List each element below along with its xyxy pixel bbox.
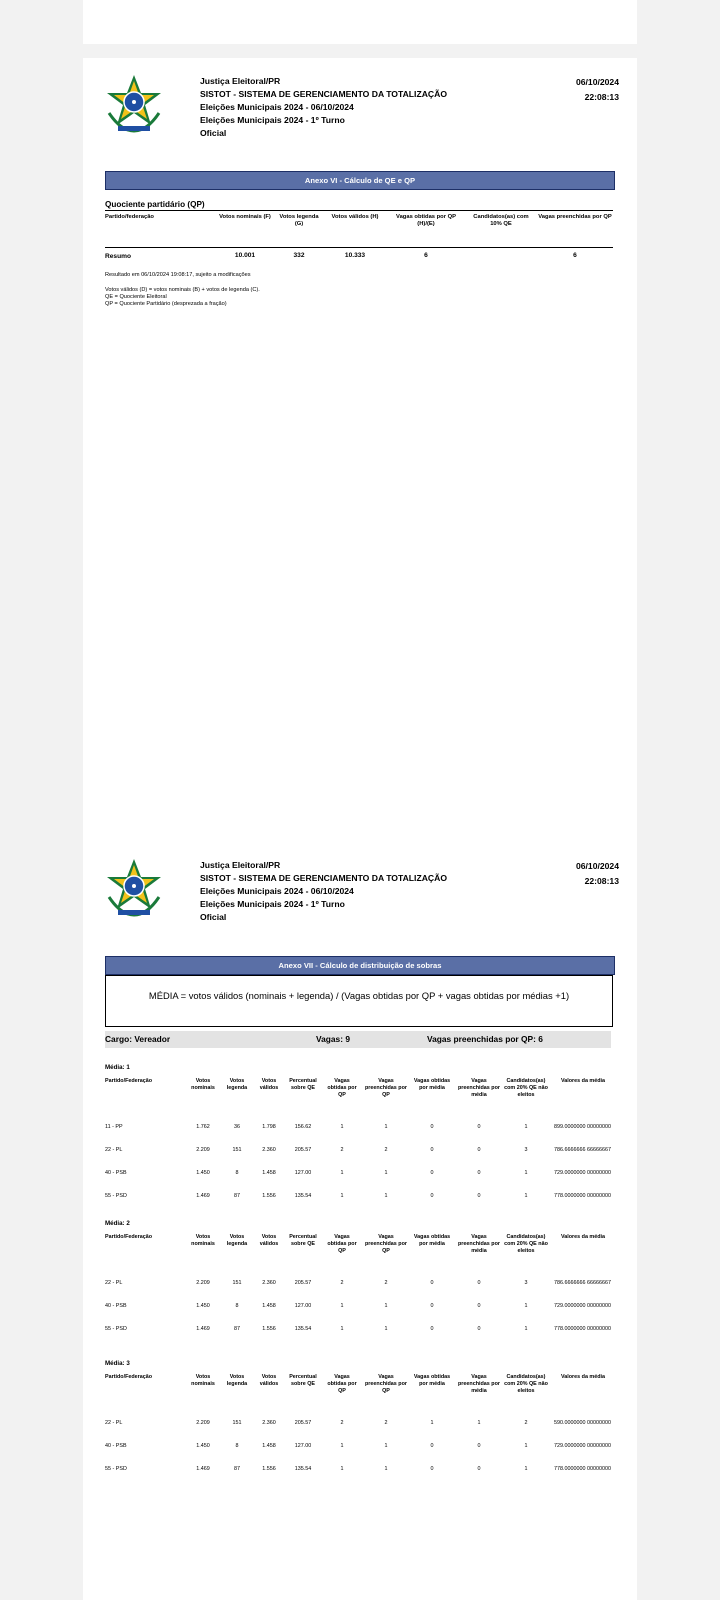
table-cell: 3 [524,1280,528,1286]
header-round: Eleições Municipais 2024 - 1º Turno [200,115,345,125]
table-cell: 0 [430,1193,434,1199]
document-page-previous [83,0,637,44]
table-cell: 1.469 [196,1326,210,1332]
header-system: SISTOT - SISTEMA DE GERENCIAMENTO DA TOTALIZAÇÃO [200,89,447,99]
table-cell: 8 [235,1443,239,1449]
table-cell: 135.54 [294,1193,312,1199]
table-cell: 1.556 [262,1466,276,1472]
table-cell: 1 [340,1443,344,1449]
table-cell: 1.450 [196,1443,210,1449]
table-cell: 899.0000000 00000000 [554,1124,611,1130]
table-cell: 11 - PP [105,1124,123,1130]
table-cell: 0 [477,1466,481,1472]
table-cell: 135.54 [294,1326,312,1332]
column-header: Votos válidos [259,1078,279,1091]
col-candidatos: Candidatos(as) com 10% QE [473,214,529,227]
table-cell: 1 [430,1420,434,1426]
table-cell: 3 [524,1147,528,1153]
table-cell: 590.0000000 00000000 [554,1420,611,1426]
table-cell: 1 [340,1303,344,1309]
table-cell: 1 [340,1326,344,1332]
cell-preenchidas: 6 [573,252,577,259]
column-header: Candidatos(as) com 20% QE não eleitos [504,1234,548,1254]
table-cell: 1 [524,1326,528,1332]
column-header: Partido/Federação [105,1078,153,1084]
table-cell: 40 - PSB [105,1170,127,1176]
table-cell: 127.00 [294,1443,312,1449]
table-cell: 8 [235,1170,239,1176]
row-label: Resumo [105,253,132,260]
table-cell: 0 [430,1147,434,1153]
table-cell: 0 [430,1170,434,1176]
column-header: Vagas obtidas por média [413,1078,451,1091]
table-cell: 1 [524,1193,528,1199]
column-header: Percentual sobre QE [289,1234,317,1247]
table-cell: 0 [477,1280,481,1286]
table-cell: 2.360 [262,1280,276,1286]
table-cell: 2 [340,1280,344,1286]
table-cell: 0 [430,1466,434,1472]
header-org: Justiça Eleitoral/PR [200,76,281,86]
col-votos-legenda: Votos legenda (G) [279,214,319,227]
brazil-coat-of-arms-icon [103,857,165,919]
column-header: Vagas preenchidas por média [458,1078,500,1098]
header-election: Eleições Municipais 2024 - 06/10/2024 [200,886,354,896]
table-cell: 0 [430,1326,434,1332]
table-cell: 2 [340,1147,344,1153]
media-formula: MÉDIA = votos válidos (nominais + legenda) / (Vagas obtidas por QP + vagas obtidas por médias +1) [105,975,613,1027]
table-cell: 1.458 [262,1170,276,1176]
column-header: Votos válidos [259,1374,279,1387]
result-note: Resultado em 06/10/2024 19:08:17, sujeito a modificações [105,272,251,278]
media-table-header [105,1078,613,1108]
col-partido: Partido/federação [105,214,154,220]
table-cell: 40 - PSB [105,1443,127,1449]
table-cell: 0 [430,1443,434,1449]
column-header: Percentual sobre QE [289,1078,317,1091]
media-label: Média: 3 [105,1360,130,1367]
table-cell: 127.00 [294,1170,312,1176]
report-datetime [576,859,619,889]
column-header: Vagas obtidas por QP [327,1374,357,1394]
document-page-annex-vi [83,58,637,842]
table-cell: 135.54 [294,1466,312,1472]
table-cell: 1 [384,1443,388,1449]
table-cell: 778.0000000 00000000 [554,1326,611,1332]
table-cell: 0 [477,1443,481,1449]
table-cell: 0 [477,1193,481,1199]
media-label: Média: 1 [105,1064,130,1071]
table-cell: 786.6666666 66666667 [554,1147,611,1153]
table-cell: 1.798 [262,1124,276,1130]
header-time: 22:08:13 [584,876,619,886]
column-header: Valores da média [560,1078,606,1084]
col-vagas-preenchidas: Vagas preenchidas por QP [538,214,612,220]
table-cell: 729.0000000 00000000 [554,1170,611,1176]
table-cell: 2.360 [262,1420,276,1426]
header-round: Eleições Municipais 2024 - 1º Turno [200,899,345,909]
table-cell: 0 [430,1124,434,1130]
table-cell: 1 [524,1170,528,1176]
table-cell: 22 - PL [105,1280,123,1286]
table-cell: 2 [340,1420,344,1426]
column-header: Valores da média [560,1374,606,1380]
table-row [105,1303,613,1317]
table-cell: 151 [232,1280,242,1286]
table-cell: 2 [384,1420,388,1426]
table-cell: 1 [384,1124,388,1130]
table-cell: 0 [477,1303,481,1309]
table-cell: 729.0000000 00000000 [554,1443,611,1449]
column-header: Percentual sobre QE [289,1374,317,1387]
table-cell: 0 [477,1170,481,1176]
column-header: Votos legenda [226,1078,248,1091]
column-header: Vagas preenchidas por QP [365,1234,407,1254]
table-cell: 1.458 [262,1443,276,1449]
header-system: SISTOT - SISTEMA DE GERENCIAMENTO DA TOTALIZAÇÃO [200,873,447,883]
media-table-header [105,1234,613,1264]
table-cell: 55 - PSD [105,1466,127,1472]
table-cell: 22 - PL [105,1420,123,1426]
table-cell: 0 [477,1147,481,1153]
column-header: Vagas obtidas por média [413,1234,451,1247]
table-cell: 2.360 [262,1147,276,1153]
table-cell: 1 [524,1466,528,1472]
column-header: Votos legenda [226,1374,248,1387]
table-cell: 1 [384,1466,388,1472]
table-row [105,1466,613,1480]
column-header: Vagas preenchidas por média [458,1234,500,1254]
table-cell: 729.0000000 00000000 [554,1303,611,1309]
table-cell: 127.00 [294,1303,312,1309]
column-header: Votos legenda [226,1234,248,1247]
table-cell: 2.209 [196,1280,210,1286]
preenchidas-label: Vagas preenchidas por QP: 6 [427,1034,543,1044]
table-cell: 87 [234,1326,240,1332]
table-cell: 1 [384,1193,388,1199]
table-row [105,1124,613,1138]
table-cell: 1 [340,1466,344,1472]
cell-nominais: 10.001 [234,252,256,259]
header-date: 06/10/2024 [575,77,619,87]
header-date: 06/10/2024 [575,861,619,871]
header-status: Oficial [200,128,227,138]
column-header: Vagas preenchidas por QP [365,1374,407,1394]
report-header [200,75,447,140]
table-cell: 205.57 [294,1420,312,1426]
table-cell: 1.450 [196,1303,210,1309]
table-cell: 0 [477,1124,481,1130]
column-header: Vagas obtidas por média [413,1374,451,1387]
brazil-coat-of-arms-icon [103,73,165,135]
legend-notes [105,287,260,309]
table-cell: 1.458 [262,1303,276,1309]
table-cell: 1 [384,1303,388,1309]
divider [105,210,613,211]
table-row [105,1193,613,1207]
section-title: Quociente partidário (QP) [105,200,205,209]
column-header: Votos válidos [259,1234,279,1247]
table-cell: 87 [234,1466,240,1472]
table-cell: 205.57 [294,1280,312,1286]
table-row [105,1443,613,1457]
legend-line: QP = Quociente Partidário (desprezada a fração) [105,301,227,308]
table-row [105,1420,613,1434]
table-cell: 1.469 [196,1466,210,1472]
table-cell: 22 - PL [105,1147,123,1153]
table-cell: 55 - PSD [105,1326,127,1332]
header-time: 22:08:13 [584,92,619,102]
table-cell: 2.209 [196,1147,210,1153]
column-header: Vagas preenchidas por QP [365,1078,407,1098]
column-header: Votos nominais [191,1374,215,1387]
column-header: Candidatos(as) com 20% QE não eleitos [504,1078,548,1098]
table-cell: 1 [477,1420,481,1426]
table-cell: 1 [524,1303,528,1309]
column-header: Votos nominais [191,1078,215,1091]
table-cell: 1.556 [262,1326,276,1332]
table-cell: 1 [384,1170,388,1176]
table-cell: 2 [524,1420,528,1426]
table-cell: 2 [384,1280,388,1286]
media-label: Média: 2 [105,1220,130,1227]
table-cell: 151 [232,1420,242,1426]
table-cell: 1.469 [196,1193,210,1199]
qp-table-header [105,214,613,232]
report-header [200,859,447,924]
report-datetime [576,75,619,105]
table-cell: 1 [340,1170,344,1176]
vagas-label: Vagas: 9 [316,1034,350,1044]
col-votos-nominais: Votos nominais (F) [219,214,271,220]
table-cell: 2 [384,1147,388,1153]
table-cell: 0 [477,1326,481,1332]
table-cell: 1.450 [196,1170,210,1176]
cargo-label: Cargo: Vereador [105,1034,171,1044]
table-cell: 55 - PSD [105,1193,127,1199]
table-cell: 156.62 [294,1124,312,1130]
table-cell: 205.57 [294,1147,312,1153]
cell-validos: 10.333 [344,252,366,259]
media-table-header [105,1374,613,1404]
legend-line: QE = Quociente Eleitoral [105,294,167,301]
table-cell: 2.209 [196,1420,210,1426]
table-cell: 151 [232,1147,242,1153]
table-cell: 1 [340,1193,344,1199]
header-org: Justiça Eleitoral/PR [200,860,281,870]
table-row [105,1326,613,1340]
table-cell: 1.556 [262,1193,276,1199]
column-header: Candidatos(as) com 20% QE não eleitos [504,1374,548,1394]
table-cell: 778.0000000 00000000 [554,1466,611,1472]
col-votos-validos: Votos válidos (H) [331,214,379,220]
table-cell: 0 [430,1280,434,1286]
table-cell: 1 [340,1124,344,1130]
col-vagas-qp: Vagas obtidas por QP (H)/(E) [396,214,456,227]
table-cell: 8 [235,1303,239,1309]
column-header: Vagas preenchidas por média [458,1374,500,1394]
cargo-bar [105,1031,611,1048]
table-row [105,1280,613,1294]
annex-vii-title: Anexo VII - Cálculo de distribuição de sobras [105,956,615,975]
table-cell: 36 [234,1124,240,1130]
table-cell: 1.762 [196,1124,210,1130]
table-cell: 87 [234,1193,240,1199]
table-row [105,1147,613,1161]
annex-vi-title: Anexo VI - Cálculo de QE e QP [105,171,615,190]
column-header: Vagas obtidas por QP [327,1234,357,1254]
table-cell: 786.6666666 66666667 [554,1280,611,1286]
table-cell: 40 - PSB [105,1303,127,1309]
column-header: Valores da média [560,1234,606,1240]
column-header: Partido/Federação [105,1234,153,1240]
column-header: Vagas obtidas por QP [327,1078,357,1098]
cell-legenda: 332 [293,252,305,259]
header-election: Eleições Municipais 2024 - 06/10/2024 [200,102,354,112]
table-cell: 778.0000000 00000000 [554,1193,611,1199]
header-status: Oficial [200,912,227,922]
table-row [105,1170,613,1184]
column-header: Votos nominais [191,1234,215,1247]
divider [105,247,613,248]
cell-vagas-qp: 6 [424,252,428,259]
table-cell: 0 [430,1303,434,1309]
table-cell: 1 [524,1124,528,1130]
legend-line: Votos válidos (D) = votos nominais (B) + votos de legenda (C). [105,287,260,293]
column-header: Partido/Federação [105,1374,153,1380]
table-cell: 1 [524,1443,528,1449]
document-page-annex-vii [83,842,637,1600]
table-cell: 1 [384,1326,388,1332]
